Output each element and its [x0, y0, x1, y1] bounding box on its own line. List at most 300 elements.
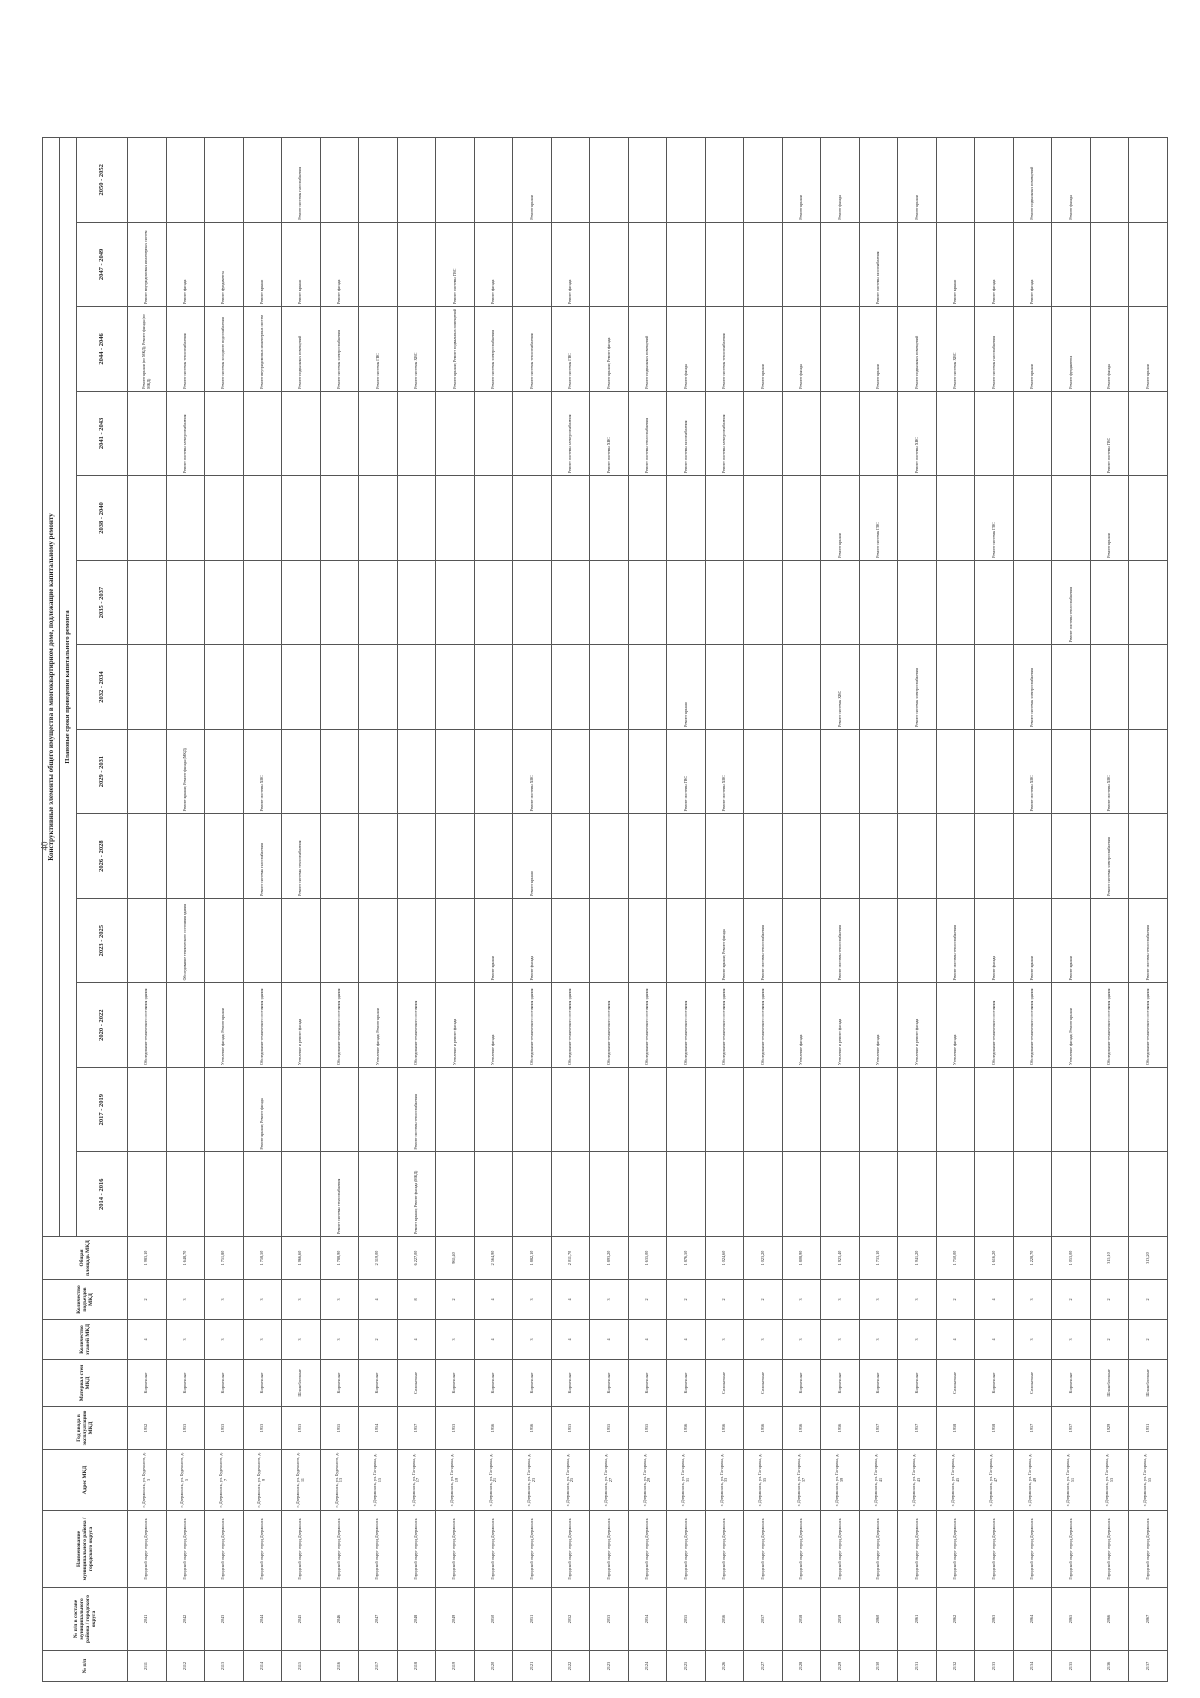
cell-address: г. Дзержинск, ул. Буденного, д. 11 — [282, 1450, 321, 1511]
cell-year: 1954 — [359, 1407, 398, 1450]
cell-area: 315,10 — [1090, 1237, 1129, 1280]
table-row — [859, 138, 898, 1682]
cell-works: Ремонт системы газоснабжения — [282, 138, 321, 223]
cell-works: Ремонт системы газоснабжения — [859, 222, 898, 307]
cell-works — [128, 1067, 167, 1152]
cell-floors: 3 — [1052, 1320, 1091, 1360]
cell-works: Ремонт фасада — [975, 222, 1014, 307]
cell-works: Ремонт крыши — [1090, 476, 1129, 561]
cell-works: Обследование технического состояния здания — [628, 983, 667, 1068]
cell-works — [205, 729, 244, 814]
cell-entrances: 2 — [744, 1280, 783, 1320]
table-row — [1052, 138, 1091, 1682]
cell-district-num: 2061 — [898, 1588, 937, 1651]
cell-works — [513, 476, 552, 561]
cell-works — [744, 222, 783, 307]
cell-works — [205, 814, 244, 899]
cell-works: Ремонт системы ГВС — [1090, 391, 1129, 476]
cell-works — [205, 645, 244, 730]
capital-repair-table — [39, 137, 1168, 1682]
period-header: 2038 - 2040 — [77, 476, 128, 561]
cell-works — [1090, 560, 1129, 645]
cell-material: Силикатные — [705, 1360, 744, 1407]
table-row — [551, 138, 590, 1682]
cell-works: Обследование технического состояния — [397, 983, 436, 1068]
cell-year: 1953 — [436, 1407, 475, 1450]
cell-district-num: 2042 — [166, 1588, 205, 1651]
cell-address: г. Дзержинск, ул. Гагарина, д. 45 — [936, 1450, 975, 1511]
cell-works — [513, 1152, 552, 1237]
cell-works — [166, 983, 205, 1068]
cell-works: Ремонт системы ХВС — [1090, 729, 1129, 814]
cell-works — [859, 729, 898, 814]
cell-works — [859, 391, 898, 476]
cell-works: Утепление фасада — [782, 983, 821, 1068]
cell-works: Обследование технического состояния здания — [243, 983, 282, 1068]
cell-material: Силикатные — [744, 1360, 783, 1407]
cell-district-name: Городской округ город Дзержинск — [590, 1511, 629, 1588]
table-row — [128, 138, 167, 1682]
cell-works — [359, 1152, 398, 1237]
cell-works — [628, 645, 667, 730]
cell-works — [359, 898, 398, 983]
cell-works: Обследование технического состояния здания — [128, 983, 167, 1068]
cell-works — [320, 476, 359, 561]
cell-district-num: 2065 — [1052, 1588, 1091, 1651]
cell-year: 1953 — [243, 1407, 282, 1450]
cell-works — [205, 898, 244, 983]
cell-material: Шлакоблочные — [1129, 1360, 1168, 1407]
cell-row-num: 2111 — [128, 1651, 167, 1682]
cell-entrances: 2 — [936, 1280, 975, 1320]
cell-works — [705, 222, 744, 307]
cell-works — [628, 222, 667, 307]
cell-works — [166, 645, 205, 730]
cell-area: 1 941,20 — [898, 1237, 937, 1280]
cell-works: Ремонт системы холодного водоснабжения — [205, 307, 244, 392]
cell-year: 1957 — [1013, 1407, 1052, 1450]
cell-floors: 3 — [205, 1320, 244, 1360]
cell-works — [628, 476, 667, 561]
cell-address: г. Дзержинск, ул. Гагарина, д. 33 — [705, 1450, 744, 1511]
cell-row-num: 2134 — [1013, 1651, 1052, 1682]
cell-works — [667, 814, 706, 899]
cell-row-num: 2129 — [821, 1651, 860, 1682]
cell-works — [936, 1152, 975, 1237]
cell-material: Кирпичные — [359, 1360, 398, 1407]
cell-district-name: Городской округ город Дзержинск — [128, 1511, 167, 1588]
cell-works — [359, 645, 398, 730]
cell-address: г. Дзержинск, ул. Гагарина, д. 21 — [474, 1450, 513, 1511]
cell-area: 1 876,50 — [667, 1237, 706, 1280]
table-row — [205, 138, 244, 1682]
cell-works — [436, 1152, 475, 1237]
cell-works: Ремонт крыши; Ремонт фасада (МКД) — [397, 1152, 436, 1237]
cell-works — [128, 560, 167, 645]
cell-works — [744, 476, 783, 561]
cell-material: Кирпичные — [243, 1360, 282, 1407]
cell-row-num: 2118 — [397, 1651, 436, 1682]
cell-area: 1 882,10 — [513, 1237, 552, 1280]
cell-works — [205, 391, 244, 476]
cell-works — [628, 814, 667, 899]
cell-row-num: 2122 — [551, 1651, 590, 1682]
cell-works — [628, 729, 667, 814]
cell-works — [436, 560, 475, 645]
cell-works: Ремонт подвальных помещений — [628, 307, 667, 392]
cell-district-name: Городской округ город Дзержинск — [551, 1511, 590, 1588]
cell-works: Утепление и ремонт фасада — [821, 983, 860, 1068]
cell-entrances: 3 — [1013, 1280, 1052, 1320]
cell-works — [243, 476, 282, 561]
cell-works: Ремонт подвальных помещений — [282, 307, 321, 392]
cell-area: 1 966,60 — [282, 1237, 321, 1280]
cell-works — [898, 1152, 937, 1237]
cell-works — [667, 138, 706, 223]
cell-address: г. Дзержинск, ул. Гагарина, д. 19 — [436, 1450, 475, 1511]
period-header: 2020 - 2022 — [77, 983, 128, 1068]
cell-works — [243, 138, 282, 223]
cell-row-num: 2128 — [782, 1651, 821, 1682]
cell-row-num: 2123 — [590, 1651, 629, 1682]
cell-row-num: 2136 — [1090, 1651, 1129, 1682]
header-floors: Количество этажей МКД — [43, 1320, 128, 1360]
cell-works — [1129, 222, 1168, 307]
header-year: Год ввода в эксплуатацию МКД — [43, 1407, 128, 1450]
cell-area: 1 893,20 — [590, 1237, 629, 1280]
cell-row-num: 2132 — [936, 1651, 975, 1682]
cell-works — [436, 814, 475, 899]
cell-entrances: 2 — [128, 1280, 167, 1320]
cell-floors: 3 — [513, 1320, 552, 1360]
cell-works — [166, 1152, 205, 1237]
cell-area: 1 788,90 — [320, 1237, 359, 1280]
period-header: 2044 - 2046 — [77, 307, 128, 392]
cell-floors: 3 — [898, 1320, 937, 1360]
cell-area: 2 319,00 — [359, 1237, 398, 1280]
cell-works — [782, 645, 821, 730]
cell-address: г. Дзержинск, ул. Гагарина, д. 15 — [359, 1450, 398, 1511]
cell-works — [821, 1067, 860, 1152]
cell-district-name: Городской округ город Дзержинск — [1052, 1511, 1091, 1588]
cell-works: Обследование технического состояния здания — [1090, 983, 1129, 1068]
cell-works — [936, 476, 975, 561]
cell-works — [1129, 645, 1168, 730]
cell-floors: 3 — [282, 1320, 321, 1360]
header-district-name: Наименование муниципального района / городского округа — [43, 1511, 128, 1588]
cell-works — [1013, 476, 1052, 561]
cell-works: Ремонт системы электроснабжения — [705, 391, 744, 476]
cell-year: 1957 — [898, 1407, 937, 1450]
cell-works — [744, 560, 783, 645]
cell-district-name: Городской округ город Дзержинск — [859, 1511, 898, 1588]
cell-material: Силикатные — [1013, 1360, 1052, 1407]
cell-works: Ремонт системы электроснабжения — [1013, 645, 1052, 730]
cell-works: Ремонт крыши; Ремонт фасада — [705, 898, 744, 983]
cell-area: 1 923,40 — [821, 1237, 860, 1280]
cell-entrances: 3 — [782, 1280, 821, 1320]
cell-year: 1953 — [166, 1407, 205, 1450]
cell-row-num: 2131 — [898, 1651, 937, 1682]
cell-works: Ремонт крыши — [1129, 307, 1168, 392]
cell-works: Обследование технического состояния здания — [744, 983, 783, 1068]
cell-works — [936, 391, 975, 476]
cell-works — [744, 645, 783, 730]
cell-district-num: 2062 — [936, 1588, 975, 1651]
cell-works: Ремонт крыши — [513, 138, 552, 223]
cell-works — [590, 476, 629, 561]
cell-entrances: 3 — [590, 1280, 629, 1320]
cell-works — [859, 560, 898, 645]
cell-area: 1 023,20 — [744, 1237, 783, 1280]
table-row — [667, 138, 706, 1682]
cell-row-num: 2135 — [1052, 1651, 1091, 1682]
cell-district-name: Городской округ город Дзержинск — [744, 1511, 783, 1588]
cell-entrances: 2 — [436, 1280, 475, 1320]
cell-entrances: 3 — [859, 1280, 898, 1320]
cell-entrances: 3 — [205, 1280, 244, 1320]
cell-material: Кирпичные — [821, 1360, 860, 1407]
cell-works — [128, 645, 167, 730]
cell-works — [436, 138, 475, 223]
table-row — [705, 138, 744, 1682]
cell-works — [513, 560, 552, 645]
cell-works — [975, 391, 1014, 476]
cell-address: г. Дзержинск, ул. Гагарина, д. 49 — [1013, 1450, 1052, 1511]
cell-works — [474, 476, 513, 561]
cell-year: 1952 — [128, 1407, 167, 1450]
cell-address: г. Дзержинск, ул. Буденного, д. 9 — [243, 1450, 282, 1511]
cell-district-num: 2052 — [551, 1588, 590, 1651]
cell-works — [975, 560, 1014, 645]
cell-entrances: 3 — [898, 1280, 937, 1320]
cell-works — [205, 1067, 244, 1152]
cell-works — [705, 1152, 744, 1237]
cell-area: 1 228,70 — [1013, 1237, 1052, 1280]
cell-works — [166, 1067, 205, 1152]
cell-entrances: 3 — [513, 1280, 552, 1320]
period-header: 2017 - 2019 — [77, 1067, 128, 1152]
cell-works: Ремонт системы теплоснабжения — [320, 1152, 359, 1237]
cell-address: г. Дзержинск, ул. Гагарина, д. 27 — [590, 1450, 629, 1511]
table-row — [936, 138, 975, 1682]
cell-works: Утепление фасада; Ремонт крыши — [1052, 983, 1091, 1068]
cell-material: Кирпичные — [128, 1360, 167, 1407]
cell-works: Ремонт системы электроснабжения — [474, 307, 513, 392]
cell-works: Ремонт фасада — [1090, 307, 1129, 392]
cell-works — [936, 729, 975, 814]
cell-works — [166, 476, 205, 561]
cell-district-num: 2047 — [359, 1588, 398, 1651]
cell-address: г. Дзержинск, ул. Гагарина, д. 23 — [513, 1450, 552, 1511]
cell-works — [128, 1152, 167, 1237]
table-row — [320, 138, 359, 1682]
cell-year: 1957 — [397, 1407, 436, 1450]
cell-row-num: 2127 — [744, 1651, 783, 1682]
cell-works: Ремонт крыши — [821, 476, 860, 561]
cell-district-name: Городской округ город Дзержинск — [282, 1511, 321, 1588]
cell-works — [1090, 222, 1129, 307]
cell-works — [436, 476, 475, 561]
cell-works — [782, 560, 821, 645]
cell-works: Обследование технического состояния — [975, 983, 1014, 1068]
cell-works — [205, 476, 244, 561]
cell-works — [590, 898, 629, 983]
cell-works — [1090, 1067, 1129, 1152]
cell-works — [898, 476, 937, 561]
table-row — [1090, 138, 1129, 1682]
cell-year: 1953 — [551, 1407, 590, 1450]
cell-works: Обследование технического состояния — [590, 983, 629, 1068]
cell-row-num: 2115 — [282, 1651, 321, 1682]
cell-works — [667, 476, 706, 561]
cell-works: Обследование технического состояния здания — [320, 983, 359, 1068]
cell-works — [436, 645, 475, 730]
header-num: № п/п — [43, 1651, 128, 1682]
cell-district-num: 2045 — [282, 1588, 321, 1651]
cell-works — [474, 814, 513, 899]
cell-works — [359, 729, 398, 814]
cell-works — [936, 645, 975, 730]
cell-works — [513, 645, 552, 730]
cell-works: Ремонт фасада — [320, 222, 359, 307]
cell-district-name: Городской округ город Дзержинск — [898, 1511, 937, 1588]
cell-works: Ремонт системы электроснабжения — [551, 391, 590, 476]
cell-address: г. Дзержинск, ул. Гагарина, д. 39 — [821, 1450, 860, 1511]
cell-works — [397, 898, 436, 983]
cell-area: 1 750,00 — [936, 1237, 975, 1280]
cell-works — [898, 222, 937, 307]
table-row — [628, 138, 667, 1682]
cell-works: Ремонт системы ГВС — [551, 307, 590, 392]
cell-works — [667, 1152, 706, 1237]
header-address: Адрес МКД — [43, 1450, 128, 1511]
cell-works: Ремонт фасада — [1052, 138, 1091, 223]
cell-works — [282, 1067, 321, 1152]
cell-works — [590, 729, 629, 814]
cell-works — [359, 391, 398, 476]
cell-works — [1129, 1067, 1168, 1152]
cell-row-num: 2124 — [628, 1651, 667, 1682]
cell-works — [166, 814, 205, 899]
cell-works: Обследование технического состояния — [667, 983, 706, 1068]
cell-district-num: 2051 — [513, 1588, 552, 1651]
cell-district-num: 2063 — [975, 1588, 1014, 1651]
cell-address: г. Дзержинск, ул. Гагарина, д. 41 — [859, 1450, 898, 1511]
cell-works — [1129, 391, 1168, 476]
cell-works — [474, 391, 513, 476]
cell-works: Ремонт крыши — [782, 138, 821, 223]
cell-area: 1 053,00 — [1052, 1237, 1091, 1280]
cell-row-num: 2126 — [705, 1651, 744, 1682]
cell-works — [474, 645, 513, 730]
cell-works — [1090, 898, 1129, 983]
table-row — [1129, 138, 1168, 1682]
cell-works — [744, 138, 783, 223]
cell-works: Ремонт системы газоснабжения — [243, 814, 282, 899]
cell-floors: 3 — [782, 1320, 821, 1360]
cell-works — [282, 729, 321, 814]
cell-works: Ремонт системы теплоснабжения — [705, 307, 744, 392]
cell-floors: 2 — [359, 1320, 398, 1360]
cell-address: г. Дзержинск, ул. Гагарина, д. 47 — [975, 1450, 1014, 1511]
cell-year: 1956 — [705, 1407, 744, 1450]
cell-entrances: 2 — [1052, 1280, 1091, 1320]
cell-year: 1953 — [282, 1407, 321, 1450]
cell-works — [782, 814, 821, 899]
cell-works: Ремонт системы теплоснабжения — [628, 391, 667, 476]
header-entrances: Количество подъездов МКД — [43, 1280, 128, 1320]
cell-area: 313,20 — [1129, 1237, 1168, 1280]
cell-floors: 2 — [1129, 1320, 1168, 1360]
cell-district-num: 2060 — [859, 1588, 898, 1651]
cell-floors: 3 — [1013, 1320, 1052, 1360]
cell-works: Ремонт системы ХВС — [821, 645, 860, 730]
cell-works — [551, 898, 590, 983]
cell-works — [243, 560, 282, 645]
cell-works — [975, 814, 1014, 899]
cell-works: Ремонт подвальных помещений — [1013, 138, 1052, 223]
cell-district-num: 2049 — [436, 1588, 475, 1651]
cell-works — [859, 898, 898, 983]
cell-works — [359, 814, 398, 899]
cell-works — [243, 645, 282, 730]
cell-works — [975, 138, 1014, 223]
cell-works — [128, 476, 167, 561]
cell-works — [551, 138, 590, 223]
cell-works — [1052, 729, 1091, 814]
cell-works — [1013, 814, 1052, 899]
cell-floors: 3 — [320, 1320, 359, 1360]
cell-year: 1953 — [205, 1407, 244, 1450]
cell-works — [359, 476, 398, 561]
cell-entrances: 3 — [166, 1280, 205, 1320]
cell-works — [1013, 1067, 1052, 1152]
cell-works: Ремонт фасада — [474, 222, 513, 307]
cell-works: Ремонт системы теплоснабжения — [1052, 560, 1091, 645]
cell-address: г. Дзержинск, ул. Гагарина, д. 17 — [397, 1450, 436, 1511]
cell-works — [1129, 814, 1168, 899]
cell-area: 1 616,20 — [975, 1237, 1014, 1280]
cell-works — [1052, 222, 1091, 307]
cell-works — [320, 729, 359, 814]
cell-works — [1129, 729, 1168, 814]
table-row — [166, 138, 205, 1682]
cell-material: Кирпичные — [975, 1360, 1014, 1407]
table-body — [128, 138, 1168, 1682]
cell-address: г. Дзержинск, ул. Буденного, д. 3 — [128, 1450, 167, 1511]
cell-address: г. Дзержинск, ул. Гагарина, д. 51 — [1052, 1450, 1091, 1511]
cell-works — [821, 729, 860, 814]
cell-works — [436, 729, 475, 814]
cell-works: Ремонт системы ГВС — [359, 307, 398, 392]
cell-works — [320, 898, 359, 983]
table-row — [474, 138, 513, 1682]
cell-works: Утепление и ремонт фасада — [898, 983, 937, 1068]
cell-works: Ремонт крыши; Ремонт фасада — [243, 1067, 282, 1152]
cell-area: 1 024,60 — [705, 1237, 744, 1280]
cell-works — [782, 222, 821, 307]
cell-district-name: Городской округ город Дзержинск — [705, 1511, 744, 1588]
cell-year: 1957 — [1052, 1407, 1091, 1450]
table-row — [397, 138, 436, 1682]
cell-works — [320, 391, 359, 476]
cell-works — [128, 729, 167, 814]
cell-works — [1013, 560, 1052, 645]
cell-works — [320, 560, 359, 645]
cell-material: Кирпичные — [782, 1360, 821, 1407]
cell-works: Ремонт крыши — [859, 307, 898, 392]
